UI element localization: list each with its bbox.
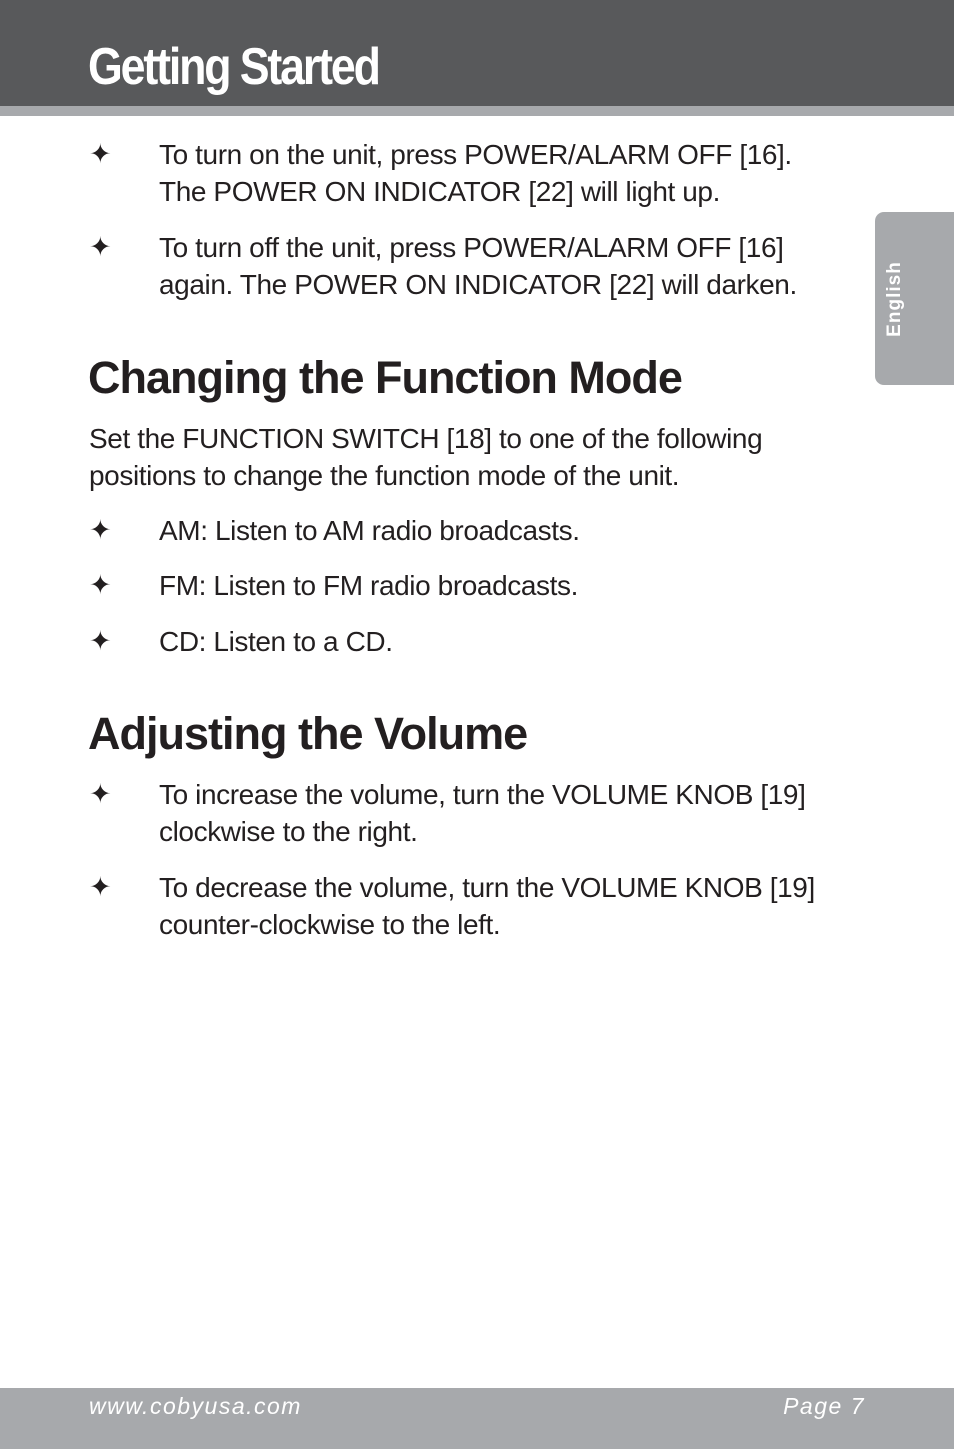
function-item-fm: FM: Listen to FM radio broadcasts. (159, 570, 579, 601)
volume-decrease-line-1: To decrease the volume, turn the VOLUME KNOB [19] (159, 872, 815, 903)
power-on-line-2: The POWER ON INDICATOR [22] will light up. (159, 176, 720, 207)
function-item-am: AM: Listen to AM radio broadcasts. (159, 515, 580, 546)
footer-url[interactable]: www.cobyusa.com (89, 1393, 302, 1419)
power-off-line-1: To turn off the unit, press POWER/ALARM OFF [16] (159, 232, 784, 263)
section-heading-volume: Adjusting the Volume (88, 708, 528, 759)
four-point-star-icon: ✦ (89, 626, 112, 656)
function-item-cd: CD: Listen to a CD. (159, 626, 393, 657)
language-tab-label: English (884, 261, 905, 337)
function-intro-line-2: positions to change the function mode of the unit. (89, 460, 680, 491)
volume-decrease-line-2: counter-clockwise to the left. (159, 909, 501, 940)
four-point-star-icon: ✦ (89, 139, 112, 169)
page-number: Page 7 (783, 1393, 865, 1419)
four-point-star-icon: ✦ (89, 232, 112, 262)
page-title: Getting Started (88, 38, 379, 96)
header-stripe (0, 106, 954, 116)
four-point-star-icon: ✦ (89, 779, 112, 809)
four-point-star-icon: ✦ (89, 515, 112, 545)
volume-increase-line-1: To increase the volume, turn the VOLUME KNOB [19] (159, 779, 806, 810)
volume-increase-line-2: clockwise to the right. (159, 816, 418, 847)
four-point-star-icon: ✦ (89, 872, 112, 902)
four-point-star-icon: ✦ (89, 570, 112, 600)
power-on-line-1: To turn on the unit, press POWER/ALARM OFF [16]. (159, 139, 792, 170)
function-intro-line-1: Set the FUNCTION SWITCH [18] to one of the following (89, 423, 763, 454)
section-heading-function-mode: Changing the Function Mode (88, 352, 682, 403)
power-off-line-2: again. The POWER ON INDICATOR [22] will darken. (159, 269, 797, 300)
